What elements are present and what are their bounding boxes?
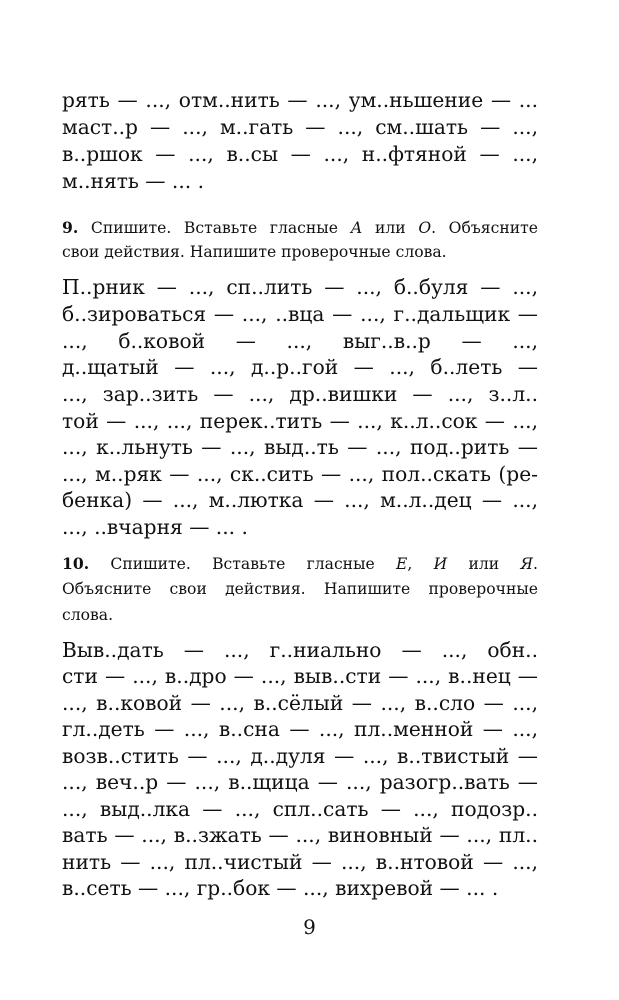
exercise-10-instruction-line2: Объясните свои действия. Напишите проверочные <box>62 580 538 598</box>
text-line: ..., выд..лка — ..., спл..сать — ..., подозр.. <box>62 797 538 821</box>
instruction-text: или <box>362 219 419 237</box>
letter-i: И <box>433 555 448 573</box>
text-line: бенка) — ..., м..лютка — ..., м..л..дец — ..., <box>62 488 538 512</box>
text-line: рять — ..., отм..нить — ..., ум..ньшение — ... <box>62 88 538 112</box>
text-line: ..., к..льнуть — ..., выд..ть — ..., под..рить — <box>62 435 538 459</box>
text-line: ..., ..вчарня — ... . <box>62 515 248 539</box>
page-number: 9 <box>303 915 316 939</box>
exercise-9-instruction-line2: свои действия. Напишите проверочные слова. <box>62 243 447 261</box>
text-line: Выв..дать — ..., г..ниально — ..., обн.. <box>62 638 538 662</box>
exercise-10-instruction-line3: слова. <box>62 606 114 624</box>
text-line: б..зироваться — ..., ..вца — ..., г..дальщик — <box>62 302 538 326</box>
exercise-9-instruction <box>62 220 538 237</box>
text-line: возв..стить — ..., д..дуля — ..., в..твистый — <box>62 744 538 768</box>
text-line: гл..деть — ..., в..сна — ..., пл..менной — ..., <box>62 717 538 741</box>
instruction-text: . <box>533 555 538 573</box>
text-line: сти — ..., в..дро — ..., выв..сти — ..., в..нец — <box>62 664 538 688</box>
text-line: П..рник — ..., сп..лить — ..., б..буля — ..., <box>62 275 538 299</box>
instruction-text: Спишите. Вставьте гласные <box>89 555 396 573</box>
text-line: вать — ..., в..зжать — ..., виновный — ..., пл.. <box>62 823 538 847</box>
text-line: в..ршок — ..., в..сы — ..., н..фтяной — ..., <box>62 142 538 166</box>
letter-e: Е <box>395 555 408 573</box>
instruction-text: . Объясните <box>431 219 538 237</box>
instruction-text: , <box>407 555 434 573</box>
text-line: нить — ..., пл..чистый — ..., в..нтовой — ..., <box>62 850 538 874</box>
text-line: маст..р — ..., м..гать — ..., см..шать — ..., <box>62 115 538 139</box>
text-line: ..., в..ковой — ..., в..сёлый — ..., в..сло — ..., <box>62 691 538 715</box>
exercise-number: 10. <box>62 554 90 573</box>
exercise-number: 9. <box>62 218 79 237</box>
instruction-text: Спишите. Вставьте гласные <box>78 219 351 237</box>
text-line: ..., веч..р — ..., в..щица — ..., разогр..вать — <box>62 770 538 794</box>
text-line: ..., зар..зить — ..., др..вишки — ..., з..л.. <box>62 382 538 406</box>
letter-ya: Я <box>520 555 534 573</box>
text-line: д..щатый — ..., д..р..гой — ..., б..леть — <box>62 355 538 379</box>
text-line: ..., м..ряк — ..., ск..сить — ..., пол..скать (ре- <box>62 462 538 486</box>
text-line: м..нять — ... . <box>62 169 204 193</box>
text-line: в..сеть — ..., гр..бок — ..., вихревой — ... . <box>62 876 499 900</box>
text-line: ..., б..ковой — ..., выг..в..р — ..., <box>62 329 538 353</box>
exercise-10-instruction <box>62 556 538 573</box>
letter-a: А <box>350 219 363 237</box>
text-line: той — ..., ..., перек..тить — ..., к..л..сок — ..., <box>62 409 538 433</box>
letter-o: О <box>418 219 432 237</box>
instruction-text: или <box>447 555 521 573</box>
